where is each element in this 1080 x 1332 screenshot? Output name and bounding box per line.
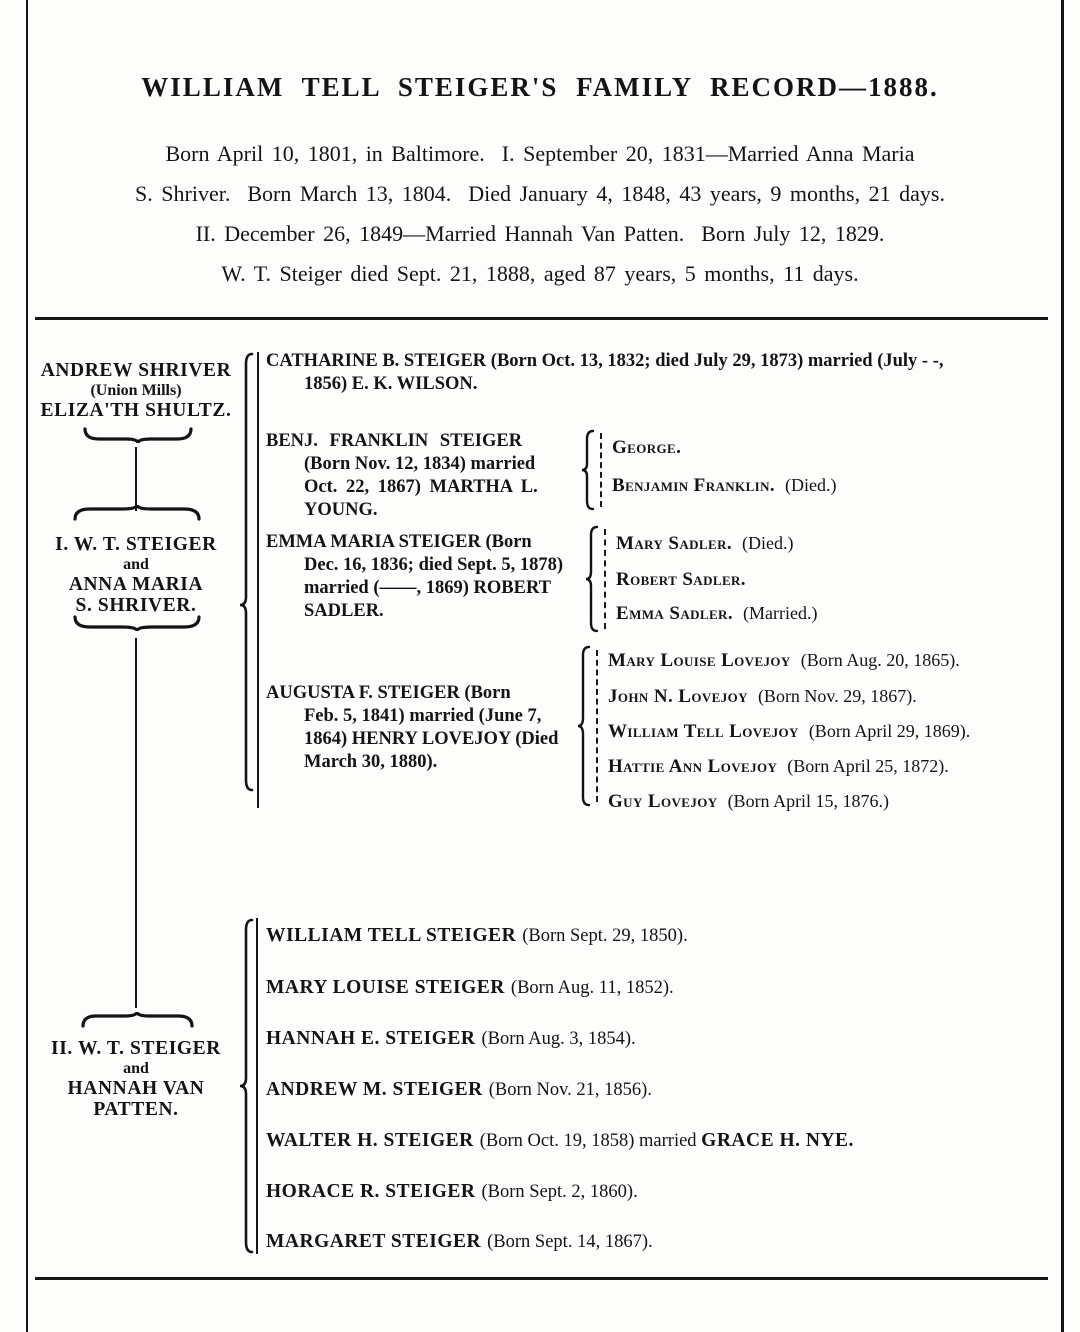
page-border-left [26,0,28,1332]
divider-rule-top [35,317,1048,320]
child-name: MARGARET STEIGER [266,1231,482,1252]
group-inner-line [256,918,258,1254]
grandchild-entry [616,533,794,555]
intro-line: II. December 26, 1849—Married Hannah Van Patten. Born July 12, 1829. [195,221,885,246]
grandchild-entry [616,603,817,625]
intro-line: Born April 10, 1801, in Baltimore. I. September 20, 1831—Married Anna Maria [165,141,915,166]
child-name: WALTER H. STEIGER [266,1130,474,1151]
children-brace-icon [577,645,591,807]
grandchild-name: William Tell Lovejoy [608,721,799,742]
grandchild-note: (Died.) [742,533,794,553]
child-entry-emma-maria [266,531,586,623]
grandchild-note: (Born Nov. 29, 1867). [757,686,917,706]
entry-line: SADLER. [304,601,384,621]
entry-line: 1864) HENRY LOVEJOY (Died [304,729,559,749]
grandchild-name: Hattie Ann Lovejoy [608,756,778,777]
children-connector-dashed [600,433,602,507]
children-connector-dashed [596,650,598,802]
entry-line: Dec. 16, 1836; died Sept. 5, 1878) [304,555,563,575]
child-detail: (Born Sept. 29, 1850). [522,926,688,946]
children-connector-dashed [604,529,606,629]
grandchild-entry [612,437,691,459]
entry-line: CATHARINE B. STEIGER (Born Oct. 13, 1832; died July 29, 1873) married (July - -, [266,351,944,371]
child-entry [266,1130,854,1152]
child-entry [266,1028,636,1050]
grandchild-entry [616,569,756,591]
grandchild-name: Mary Sadler. [616,533,733,554]
couple-2-name: PATTEN. [93,1099,179,1120]
couple-2-and: and [123,1060,149,1077]
child-detail: (Born Sept. 14, 1867). [487,1232,653,1252]
child-entry [266,1181,638,1203]
grandparent-name: ELIZA'TH SHULTZ. [40,400,232,421]
page-border-right [1061,0,1064,1332]
child-entry [266,925,688,947]
child-detail: (Born Oct. 19, 1858) married [479,1131,697,1151]
grandchild-entry [608,686,917,708]
couple-2-name: HANNAH VAN [67,1078,205,1099]
brace-down-icon [72,614,202,631]
brace-up-icon [72,505,202,522]
grandparent-place: (Union Mills) [90,382,182,399]
couple-1-label [32,534,240,616]
intro-line: S. Shriver. Born March 13, 1804. Died January 4, 1848, 43 years, 9 months, 21 days. [135,181,945,206]
grandchild-note: (Born April 15, 1876.) [727,791,890,811]
child-detail: (Born Aug. 11, 1852). [510,978,674,998]
child-name: HORACE R. STEIGER [266,1181,476,1202]
child-entry-benj-franklin [266,430,586,522]
child-detail: (Born Nov. 21, 1856). [488,1080,652,1100]
children-brace-icon [581,429,595,511]
grandchild-note: (Born April 25, 1872). [787,756,949,776]
divider-rule-bottom [35,1277,1048,1280]
entry-line: March 30, 1880). [304,752,438,772]
grandparents-label [32,360,240,421]
child-detail: (Born Aug. 3, 1854). [481,1029,636,1049]
child-entry [266,977,674,999]
child-spouse: GRACE H. NYE. [701,1130,854,1151]
grandchild-entry [608,650,960,672]
grandchild-note: (Born April 29, 1869). [808,721,971,741]
couple-1-and: and [123,556,149,573]
brace-up-icon [80,1012,195,1029]
child-entry-augusta [266,682,586,774]
entry-line: BENJ. FRANKLIN STEIGER [266,431,523,451]
grandchild-name: Emma Sadler. [616,603,733,624]
entry-line: (Born Nov. 12, 1834) married [304,454,536,474]
child-entry [266,1079,652,1101]
child-name: WILLIAM TELL STEIGER [266,925,517,946]
entry-line: married (——, 1869) ROBERT [304,578,552,598]
couple-2-name: II. W. T. STEIGER [51,1038,221,1059]
intro-paragraph [30,134,1050,294]
connector-line [135,638,137,1008]
child-entry [266,1231,653,1253]
grandchild-entry [608,756,949,778]
entry-line: YOUNG. [304,500,378,520]
intro-line: W. T. Steiger died Sept. 21, 1888, aged 87 years, 5 months, 11 days. [221,261,859,286]
grandchild-note: (Married.) [742,603,818,623]
grandchild-name: George. [612,437,682,458]
entry-line: Feb. 5, 1841) married (June 7, [304,706,542,726]
children-brace-icon [585,525,599,633]
grandchild-name: John N. Lovejoy [608,686,748,707]
couple-1-name: S. SHRIVER. [75,595,197,616]
grandparent-name: ANDREW SHRIVER [40,360,232,381]
grandchild-entry [608,721,970,743]
brace-down-icon [82,426,194,443]
grandchild-name: Benjamin Franklin. [612,475,776,496]
grandchild-note: (Died.) [785,475,837,495]
child-detail: (Born Sept. 2, 1860). [481,1182,638,1202]
grandchild-name: Guy Lovejoy [608,791,718,812]
group-inner-line [257,352,259,808]
grandchild-entry [608,791,889,813]
entry-line: Oct. 22, 1867) MARTHA L. [304,477,538,497]
couple-1-name: ANNA MARIA [68,574,204,595]
grandchild-entry [612,475,837,497]
group-brace-icon [238,352,254,792]
child-entry-catharine [266,350,1066,396]
grandchild-note: (Born Aug. 20, 1865). [800,650,960,670]
child-name: MARY LOUISE STEIGER [266,977,505,998]
couple-2-label [32,1038,240,1120]
entry-line: AUGUSTA F. STEIGER (Born [266,683,511,703]
entry-line: 1856) E. K. WILSON. [304,374,478,394]
connector-line [135,447,137,511]
grandchild-name: Mary Louise Lovejoy [608,650,791,671]
couple-1-name: I. W. T. STEIGER [55,534,217,555]
child-name: HANNAH E. STEIGER [266,1028,476,1049]
entry-line: EMMA MARIA STEIGER (Born [266,532,532,552]
grandchild-name: Robert Sadler. [616,569,746,590]
child-name: ANDREW M. STEIGER [266,1079,483,1100]
group-brace-icon [238,918,254,1254]
page-title: WILLIAM TELL STEIGER'S FAMILY RECORD—1888. [141,72,939,102]
